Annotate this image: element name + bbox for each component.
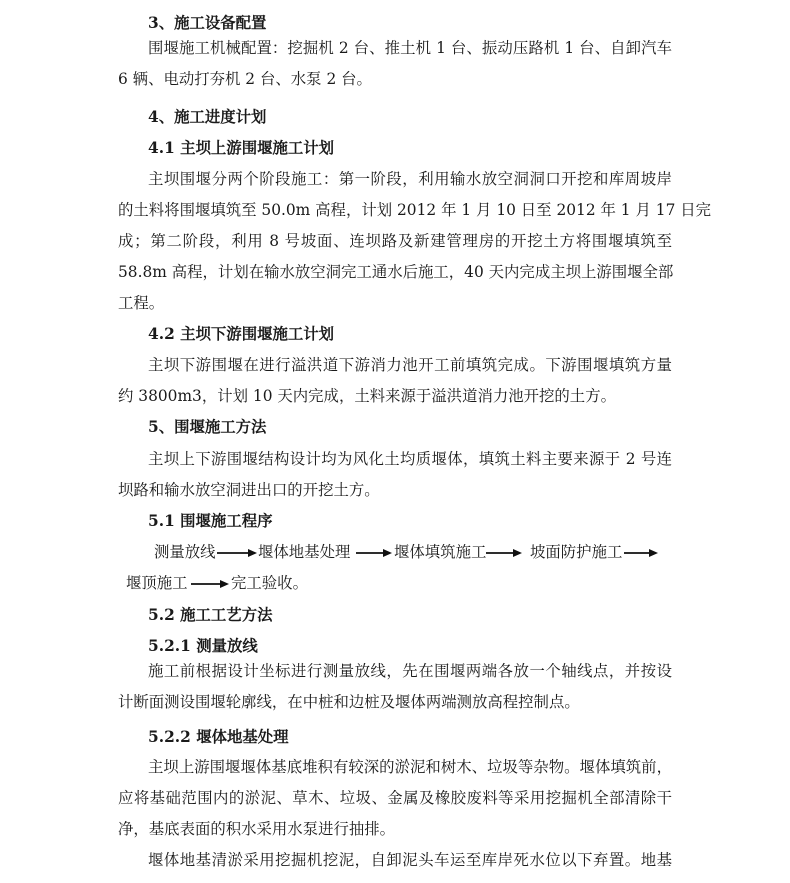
section-5-2-heading: 5.2 施工工艺方法 (148, 606, 273, 624)
arrow-right-icon (486, 541, 522, 563)
paragraph-line: 成；第二阶段，利用 8 号坡面、连坝路及新建管理房的开挖土方将围堰填筑至 (118, 232, 672, 250)
process-step: 完工验收。 (231, 574, 308, 592)
process-step: 坡面防护施工 (530, 543, 623, 561)
section-5-2-1-heading: 5.2.1 测量放线 (148, 637, 258, 655)
paragraph-line: 的土料将围堰填筑至 50.0m 高程，计划 2012 年 1 月 10 日至 2012 年 1 月 17 日完 (118, 201, 712, 219)
process-flow-row-1 (0, 541, 790, 563)
paragraph-line: 应将基础范围内的淤泥、草木、垃圾、金属及橡胶废料等采用挖掘机全部清除干 (118, 789, 672, 807)
arrow-right-icon (217, 541, 257, 563)
paragraph-line: 6 辆、电动打夯机 2 台、水泵 2 台。 (118, 70, 372, 88)
section-5-2-2-heading: 5.2.2 堰体地基处理 (148, 728, 289, 746)
paragraph-line: 堰体地基清淤采用挖掘机挖泥，自卸泥头车运至库岸死水位以下弃置。地基 (148, 851, 672, 869)
arrow-right-icon (356, 541, 392, 563)
paragraph-line: 净，基底表面的积水采用水泵进行抽排。 (118, 820, 396, 838)
process-step: 堰体地基处理 (258, 543, 351, 561)
paragraph-line: 计断面测设围堰轮廓线，在中桩和边桩及堰体两端测放高程控制点。 (118, 693, 580, 711)
section-4-2-heading: 4.2 主坝下游围堰施工计划 (148, 325, 335, 343)
paragraph-line: 主坝下游围堰在进行溢洪道下游消力池开工前填筑完成。下游围堰填筑方量 (148, 356, 672, 374)
paragraph-line: 主坝围堰分两个阶段施工：第一阶段，利用输水放空洞洞口开挖和库周坡岸 (148, 170, 672, 188)
section-4-1-heading: 4.1 主坝上游围堰施工计划 (148, 139, 335, 157)
process-flow-row-2 (0, 572, 790, 594)
section-3-heading: 3、施工设备配置 (148, 14, 267, 32)
paragraph-line: 围堰施工机械配置：挖掘机 2 台、推土机 1 台、振动压路机 1 台、自卸汽车 (148, 39, 672, 57)
paragraph-line: 坝路和输水放空洞进出口的开挖土方。 (118, 481, 380, 499)
process-step: 堰体填筑施工 (394, 543, 487, 561)
arrow-right-icon (624, 541, 658, 563)
paragraph-line: 主坝上下游围堰结构设计均为风化土均质堰体，填筑土料主要来源于 2 号连 (148, 450, 672, 468)
paragraph-line: 施工前根据设计坐标进行测量放线，先在围堰两端各放一个轴线点，并按设 (148, 662, 672, 680)
paragraph-line: 58.8m 高程，计划在输水放空洞完工通水后施工，40 天内完成主坝上游围堰全部 (118, 263, 674, 281)
section-4-heading: 4、施工进度计划 (148, 108, 267, 126)
section-5-1-heading: 5.1 围堰施工程序 (148, 512, 273, 530)
paragraph-line: 约 3800m3，计划 10 天内完成，土料来源于溢洪道消力池开挖的土方。 (118, 387, 616, 405)
arrow-right-icon (191, 572, 229, 594)
process-step: 堰顶施工 (126, 574, 188, 592)
process-step: 测量放线 (154, 543, 216, 561)
paragraph-line: 工程。 (118, 294, 165, 312)
paragraph-line: 主坝上游围堰堰体基底堆积有较深的淤泥和树木、垃圾等杂物。堰体填筑前， (148, 758, 672, 776)
section-5-heading: 5、围堰施工方法 (148, 418, 267, 436)
